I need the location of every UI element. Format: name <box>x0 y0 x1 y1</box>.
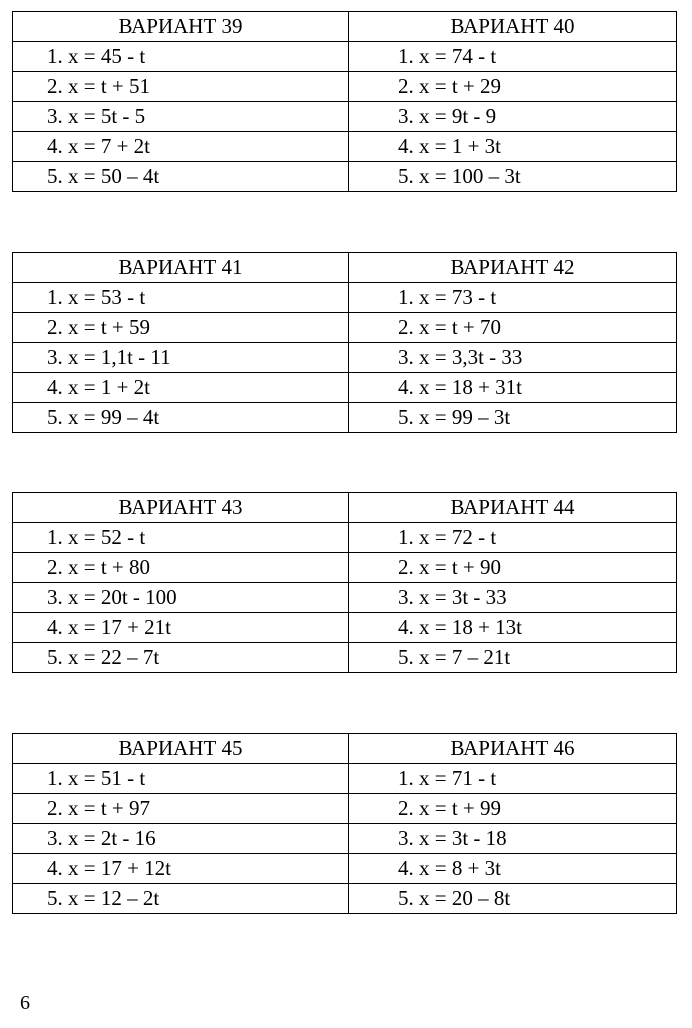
table-row <box>13 403 677 433</box>
table-row <box>13 313 677 343</box>
equation-cell: 5. x = 7 – 21t <box>349 643 677 673</box>
equation-cell: 5. x = 20 – 8t <box>349 884 677 914</box>
equation-cell: 5. x = 12 – 2t <box>13 884 349 914</box>
table-row <box>13 102 677 132</box>
equation-cell: 1. x = 73 - t <box>349 283 677 313</box>
variant-title: ВАРИАНТ 43 <box>13 493 349 523</box>
equation-cell: 2. x = t + 70 <box>349 313 677 343</box>
equation-cell: 3. x = 5t - 5 <box>13 102 349 132</box>
equation-cell: 2. x = t + 90 <box>349 553 677 583</box>
equation-cell: 4. x = 1 + 2t <box>13 373 349 403</box>
equation-cell: 2. x = t + 99 <box>349 794 677 824</box>
variant-table-41-42 <box>12 252 677 433</box>
variant-title: ВАРИАНТ 41 <box>13 253 349 283</box>
variant-table-45-46 <box>12 733 677 914</box>
equation-cell: 3. x = 9t - 9 <box>349 102 677 132</box>
table-row <box>13 283 677 313</box>
table-row <box>13 523 677 553</box>
equation-cell: 4. x = 8 + 3t <box>349 854 677 884</box>
equation-cell: 3. x = 20t - 100 <box>13 583 349 613</box>
variant-title: ВАРИАНТ 46 <box>349 734 677 764</box>
equation-cell: 2. x = t + 97 <box>13 794 349 824</box>
table-row <box>13 794 677 824</box>
table-header-row <box>13 493 677 523</box>
table-row <box>13 553 677 583</box>
variant-table-39-40 <box>12 11 677 192</box>
equation-cell: 5. x = 100 – 3t <box>349 162 677 192</box>
table-row <box>13 343 677 373</box>
equation-cell: 3. x = 3t - 33 <box>349 583 677 613</box>
equation-cell: 1. x = 52 - t <box>13 523 349 553</box>
variant-title: ВАРИАНТ 42 <box>349 253 677 283</box>
equation-cell: 1. x = 72 - t <box>349 523 677 553</box>
equation-cell: 4. x = 1 + 3t <box>349 132 677 162</box>
table-row <box>13 42 677 72</box>
variant-table-43-44 <box>12 492 677 673</box>
variant-title: ВАРИАНТ 45 <box>13 734 349 764</box>
equation-cell: 5. x = 99 – 4t <box>13 403 349 433</box>
variant-title: ВАРИАНТ 39 <box>13 12 349 42</box>
equation-cell: 1. x = 74 - t <box>349 42 677 72</box>
equation-cell: 1. x = 53 - t <box>13 283 349 313</box>
equation-cell: 3. x = 3,3t - 33 <box>349 343 677 373</box>
table-row <box>13 854 677 884</box>
equation-cell: 2. x = t + 29 <box>349 72 677 102</box>
equation-cell: 4. x = 17 + 12t <box>13 854 349 884</box>
table-header-row <box>13 734 677 764</box>
table-row <box>13 132 677 162</box>
equation-cell: 4. x = 18 + 13t <box>349 613 677 643</box>
variant-title: ВАРИАНТ 44 <box>349 493 677 523</box>
table-row <box>13 884 677 914</box>
equation-cell: 4. x = 7 + 2t <box>13 132 349 162</box>
table-row <box>13 764 677 794</box>
equation-cell: 1. x = 45 - t <box>13 42 349 72</box>
table-row <box>13 824 677 854</box>
equation-cell: 5. x = 99 – 3t <box>349 403 677 433</box>
table-row <box>13 643 677 673</box>
equation-cell: 1. x = 71 - t <box>349 764 677 794</box>
equation-cell: 3. x = 3t - 18 <box>349 824 677 854</box>
page-number: 6 <box>20 992 30 1014</box>
equation-cell: 1. x = 51 - t <box>13 764 349 794</box>
equation-cell: 2. x = t + 80 <box>13 553 349 583</box>
equation-cell: 5. x = 22 – 7t <box>13 643 349 673</box>
equation-cell: 3. x = 1,1t - 11 <box>13 343 349 373</box>
equation-cell: 5. x = 50 – 4t <box>13 162 349 192</box>
table-row <box>13 162 677 192</box>
equation-cell: 2. x = t + 59 <box>13 313 349 343</box>
table-row <box>13 373 677 403</box>
table-row <box>13 72 677 102</box>
table-header-row <box>13 12 677 42</box>
equation-cell: 4. x = 18 + 31t <box>349 373 677 403</box>
equation-cell: 4. x = 17 + 21t <box>13 613 349 643</box>
equation-cell: 2. x = t + 51 <box>13 72 349 102</box>
table-row <box>13 613 677 643</box>
equation-cell: 3. x = 2t - 16 <box>13 824 349 854</box>
table-row <box>13 583 677 613</box>
table-header-row <box>13 253 677 283</box>
variant-title: ВАРИАНТ 40 <box>349 12 677 42</box>
